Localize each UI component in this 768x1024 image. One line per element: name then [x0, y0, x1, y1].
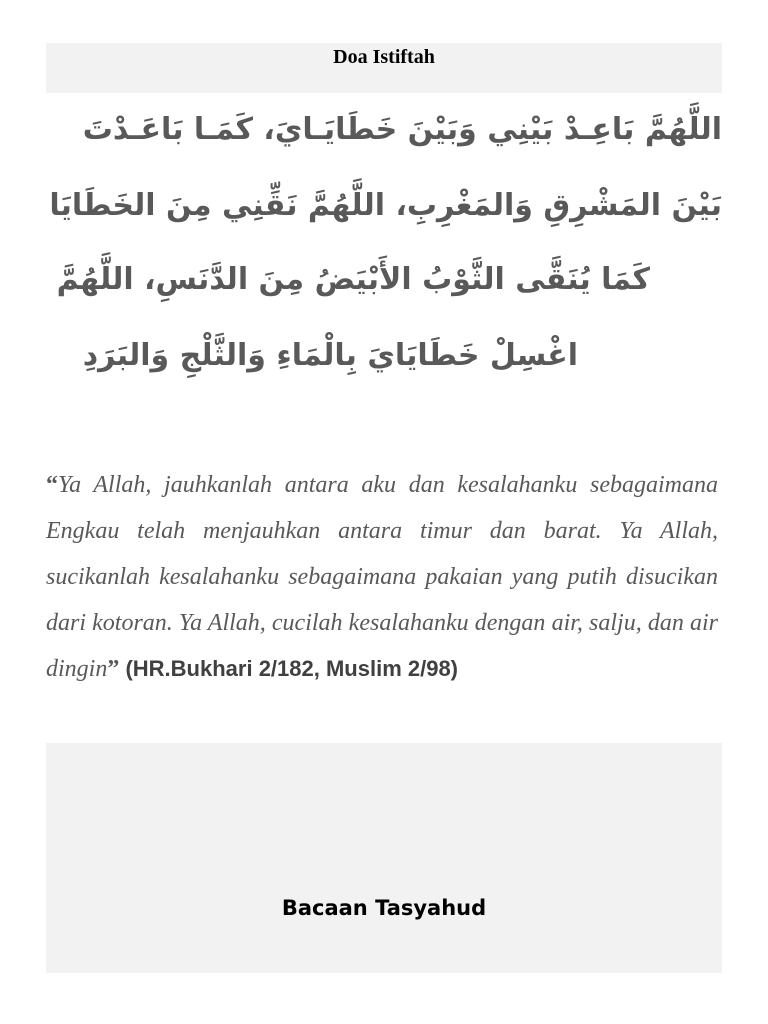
hadith-source: (HR.Bukhari 2/182, Muslim 2/98): [119, 656, 459, 681]
next-section-title: Bacaan Tasyahud: [281, 896, 487, 920]
section-title: Doa Istiftah: [333, 46, 435, 68]
close-quote: ”: [107, 656, 120, 682]
arabic-line-4: اغْسِلْ خَطَايَايَ بِالْمَاءِ وَالثَّلْجِ وَالبَرَدِ: [82, 338, 578, 373]
open-quote: “: [46, 472, 58, 498]
translation-text: Ya Allah, jauhkanlah antara aku dan kesalahanku sebagaimana Engkau telah menjauhkan antara timur dan barat. Ya Allah, sucikanlah kesalahanku sebagaimana pakaian yang putih disucikan dari kotoran. Ya Allah, cucilah kesalahanku dengan air, salju, dan air dingin: [46, 472, 718, 682]
arabic-line-1: اللَّهُمَّ بَاعِـدْ بَيْنِي وَبَيْنَ خَطَايَـايَ، كَمَـا بَاعَـدْتَ: [82, 112, 722, 147]
translation-paragraph: [46, 462, 718, 692]
title-band: [46, 43, 722, 93]
arabic-line-2: بَيْنَ المَشْرِقِ وَالمَغْرِبِ، اللَّهُمَّ نَقِّنِي مِنَ الخَطَايَا: [49, 188, 722, 223]
arabic-line-3: كَمَا يُنَقَّى الثَّوْبُ الأَبْيَضُ مِنَ الدَّنَسِ، اللَّهُمَّ: [56, 262, 650, 297]
next-section-box: [46, 743, 722, 973]
